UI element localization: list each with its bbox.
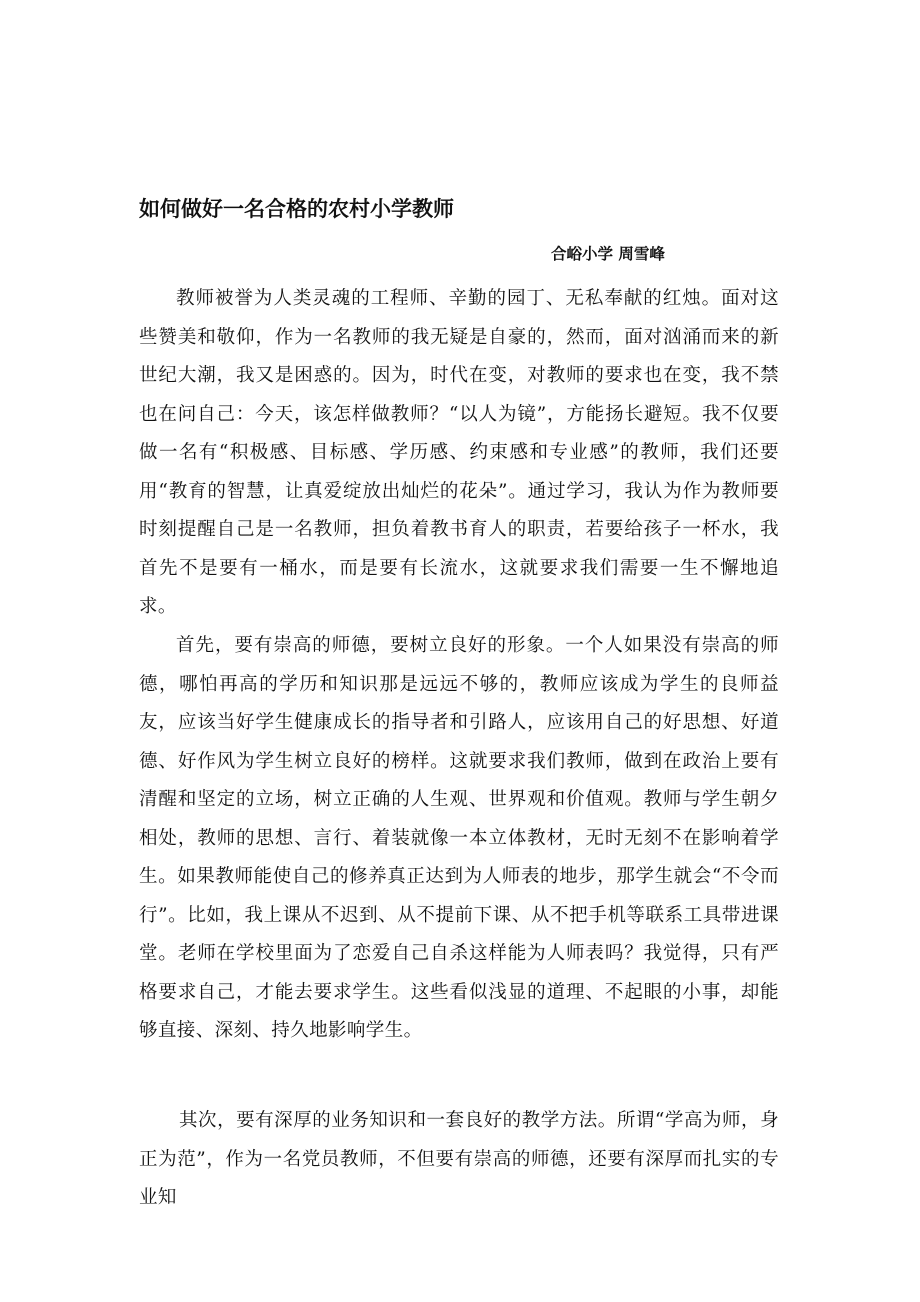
paragraph-intro: 教师被誉为人类灵魂的工程师、辛勤的园丁、无私奉献的红烛。面对这些赞美和敬仰，作为一名教师的我无疑是自豪的，然而，面对汹涌而来的新世纪大潮，我又是困惑的。因为，时代在变，对教师的要求也在变，我不禁也在问自己：今天，该怎样做教师？“以人为镜”，方能扬长避短。我不仅要做一名有“积极感、目标感、学历感、约束感和专业感”的教师，我们还要用“教育的智慧，让真爱绽放出灿烂的花朵”。通过学习，我认为作为教师要时刻提醒自己是一名教师，担负着教书育人的职责，若要给孩子一杯水，我首先不是要有一桶水，而是要有长流水，这就要求我们需要一生不懈地追求。 — [139, 288, 779, 617]
paragraph-knowledge: 其次，要有深厚的业务知识和一套良好的教学方法。所谓“学高为师，身正为范”，作为一名党员教师，不但要有崇高的师德，还要有深厚而扎实的专业知 — [139, 1110, 779, 1208]
paragraph-ethics: 首先，要有崇高的师德，要树立良好的形象。一个人如果没有崇高的师德，哪怕再高的学历和知识那是远远不够的，教师应该成为学生的良师益友，应该当好学生健康成长的指导者和引路人，应该用自己的好思想、好道德、好作风为学生树立良好的榜样。这就要求我们教师，做到在政治上要有清醒和坚定的立场，树立正确的人生观、世界观和价值观。教师与学生朝夕相处，教师的思想、言行、着装就像一本立体教材，无时无刻不在影响着学生。如果教师能使自己的修养真正达到为人师表的地步，那学生就会“不令而行”。比如，我上课从不迟到、从不提前下课、从不把手机等联系工具带进课堂。老师在学校里面为了恋爱自己自杀这样能为人师表吗？我觉得，只有严格要求自己，才能去要求学生。这些看似浅显的道理、不起眼的小事，却能够直接、深刻、持久地影响学生。 — [139, 635, 779, 1041]
author-line: 合峪小学 周雪峰 — [551, 245, 665, 263]
document-title: 如何做好一名合格的农村小学教师 — [139, 197, 454, 221]
